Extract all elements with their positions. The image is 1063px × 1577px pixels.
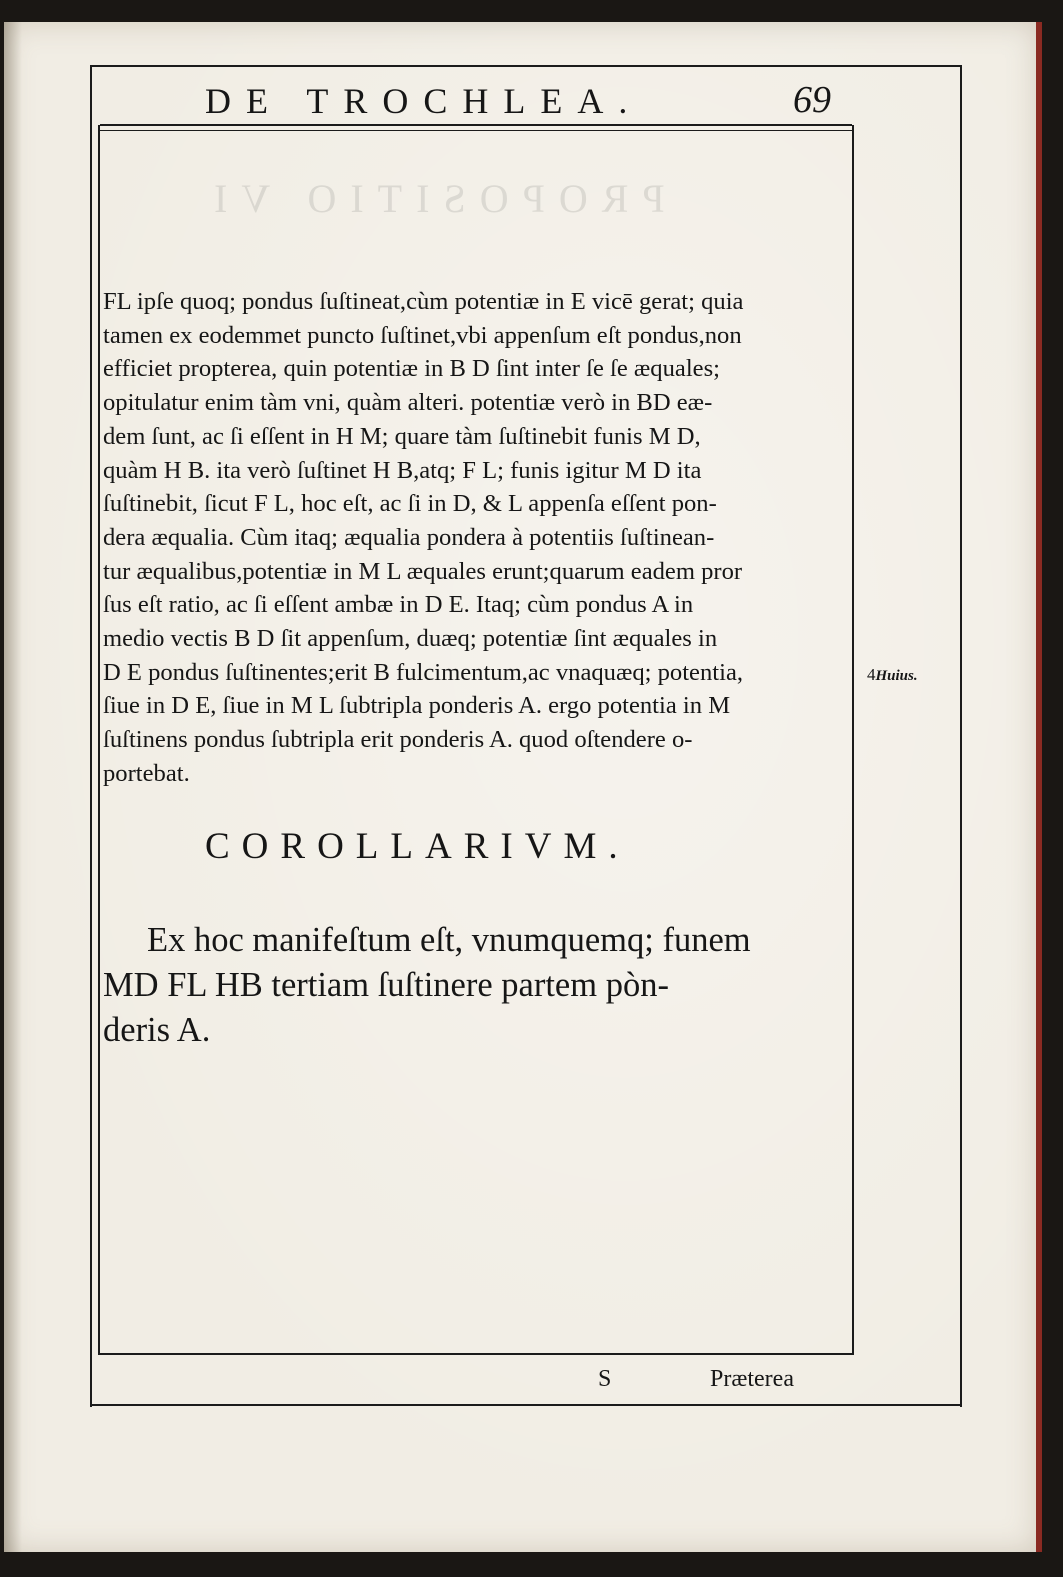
text-line: ſuſtinebit, ſicut F L, hoc eſt, ac ſi in D, & L appenſa eſſent pon- <box>103 490 717 518</box>
text-line: D E pondus ſuſtinentes;erit B fulcimentum,ac vnaquæq; potentia, <box>103 658 744 686</box>
text-line: portebat. <box>103 759 190 787</box>
inner-frame-right <box>852 125 854 1355</box>
bleed-through-text: PROPOSITIO VI <box>200 176 665 221</box>
footer-rule-bottom <box>90 1404 960 1406</box>
footer-rule-top <box>98 1353 854 1355</box>
text-line: tur æqualibus,potentiæ in M L æquales erunt;quarum eadem pror <box>103 557 743 585</box>
corollary-line: deris A. <box>103 1011 211 1049</box>
margin-reference-label: Huius. <box>875 668 918 684</box>
page-gutter <box>4 22 22 1552</box>
text-line: ſus eſt ratio, ac ſi eſſent ambæ in D E. Itaq; cùm pondus A in <box>103 591 694 619</box>
catchword: Præterea <box>710 1366 794 1392</box>
corollary-text <box>103 918 848 1053</box>
text-line: ſiue in D E, ſiue in M L ſubtripla ponderis A. ergo potentia in M <box>103 692 731 720</box>
text-line: opitulatur enim tàm vni, quàm alteri. potentiæ verò in BD eæ- <box>103 389 713 417</box>
running-header: DE TROCHLEA. <box>205 81 643 121</box>
proposition-text <box>103 285 848 791</box>
signature-mark: S <box>598 1366 612 1392</box>
corollary-heading: COROLLARIVM. <box>205 826 630 867</box>
text-line: tamen ex eodemmet puncto ſuſtinet,vbi appenſum eſt pondus,non <box>103 321 742 349</box>
page-edge <box>1036 22 1042 1552</box>
margin-reference <box>867 665 918 685</box>
text-line: medio vectis B D ſit appenſum, duæq; potentiæ ſint æquales in <box>103 625 718 653</box>
inner-frame-left <box>98 125 100 1355</box>
corollary-line: MD FL HB tertiam ſuſtinere partem pòn- <box>103 966 669 1004</box>
text-line: quàm H B. ita verò ſuſtinet H B,atq; F L; funis igitur M D ita <box>103 456 702 484</box>
text-line: dem ſunt, ac ſi eſſent in H M; quare tàm ſuſtinebit funis M D, <box>103 422 701 450</box>
text-line: ſuſtinens pondus ſubtripla erit ponderis A. quod oſtendere o- <box>103 726 693 754</box>
header-rule-thin <box>100 130 852 131</box>
page-number: 69 <box>793 79 831 121</box>
margin-reference-number: 4 <box>867 665 876 684</box>
text-line: dera æqualia. Cùm itaq; æqualia pondera à potentiis ſuſtinean- <box>103 523 715 551</box>
header-rule <box>100 124 852 126</box>
corollary-line: Ex hoc manifeſtum eſt, vnumquemq; funem <box>147 921 751 959</box>
text-line: efficiet propterea, quin potentiæ in B D ſint inter ſe ſe æquales; <box>103 355 720 383</box>
text-line: FL ipſe quoq; pondus ſuſtineat,cùm potentiæ in E vicē gerat; quia <box>103 288 744 315</box>
